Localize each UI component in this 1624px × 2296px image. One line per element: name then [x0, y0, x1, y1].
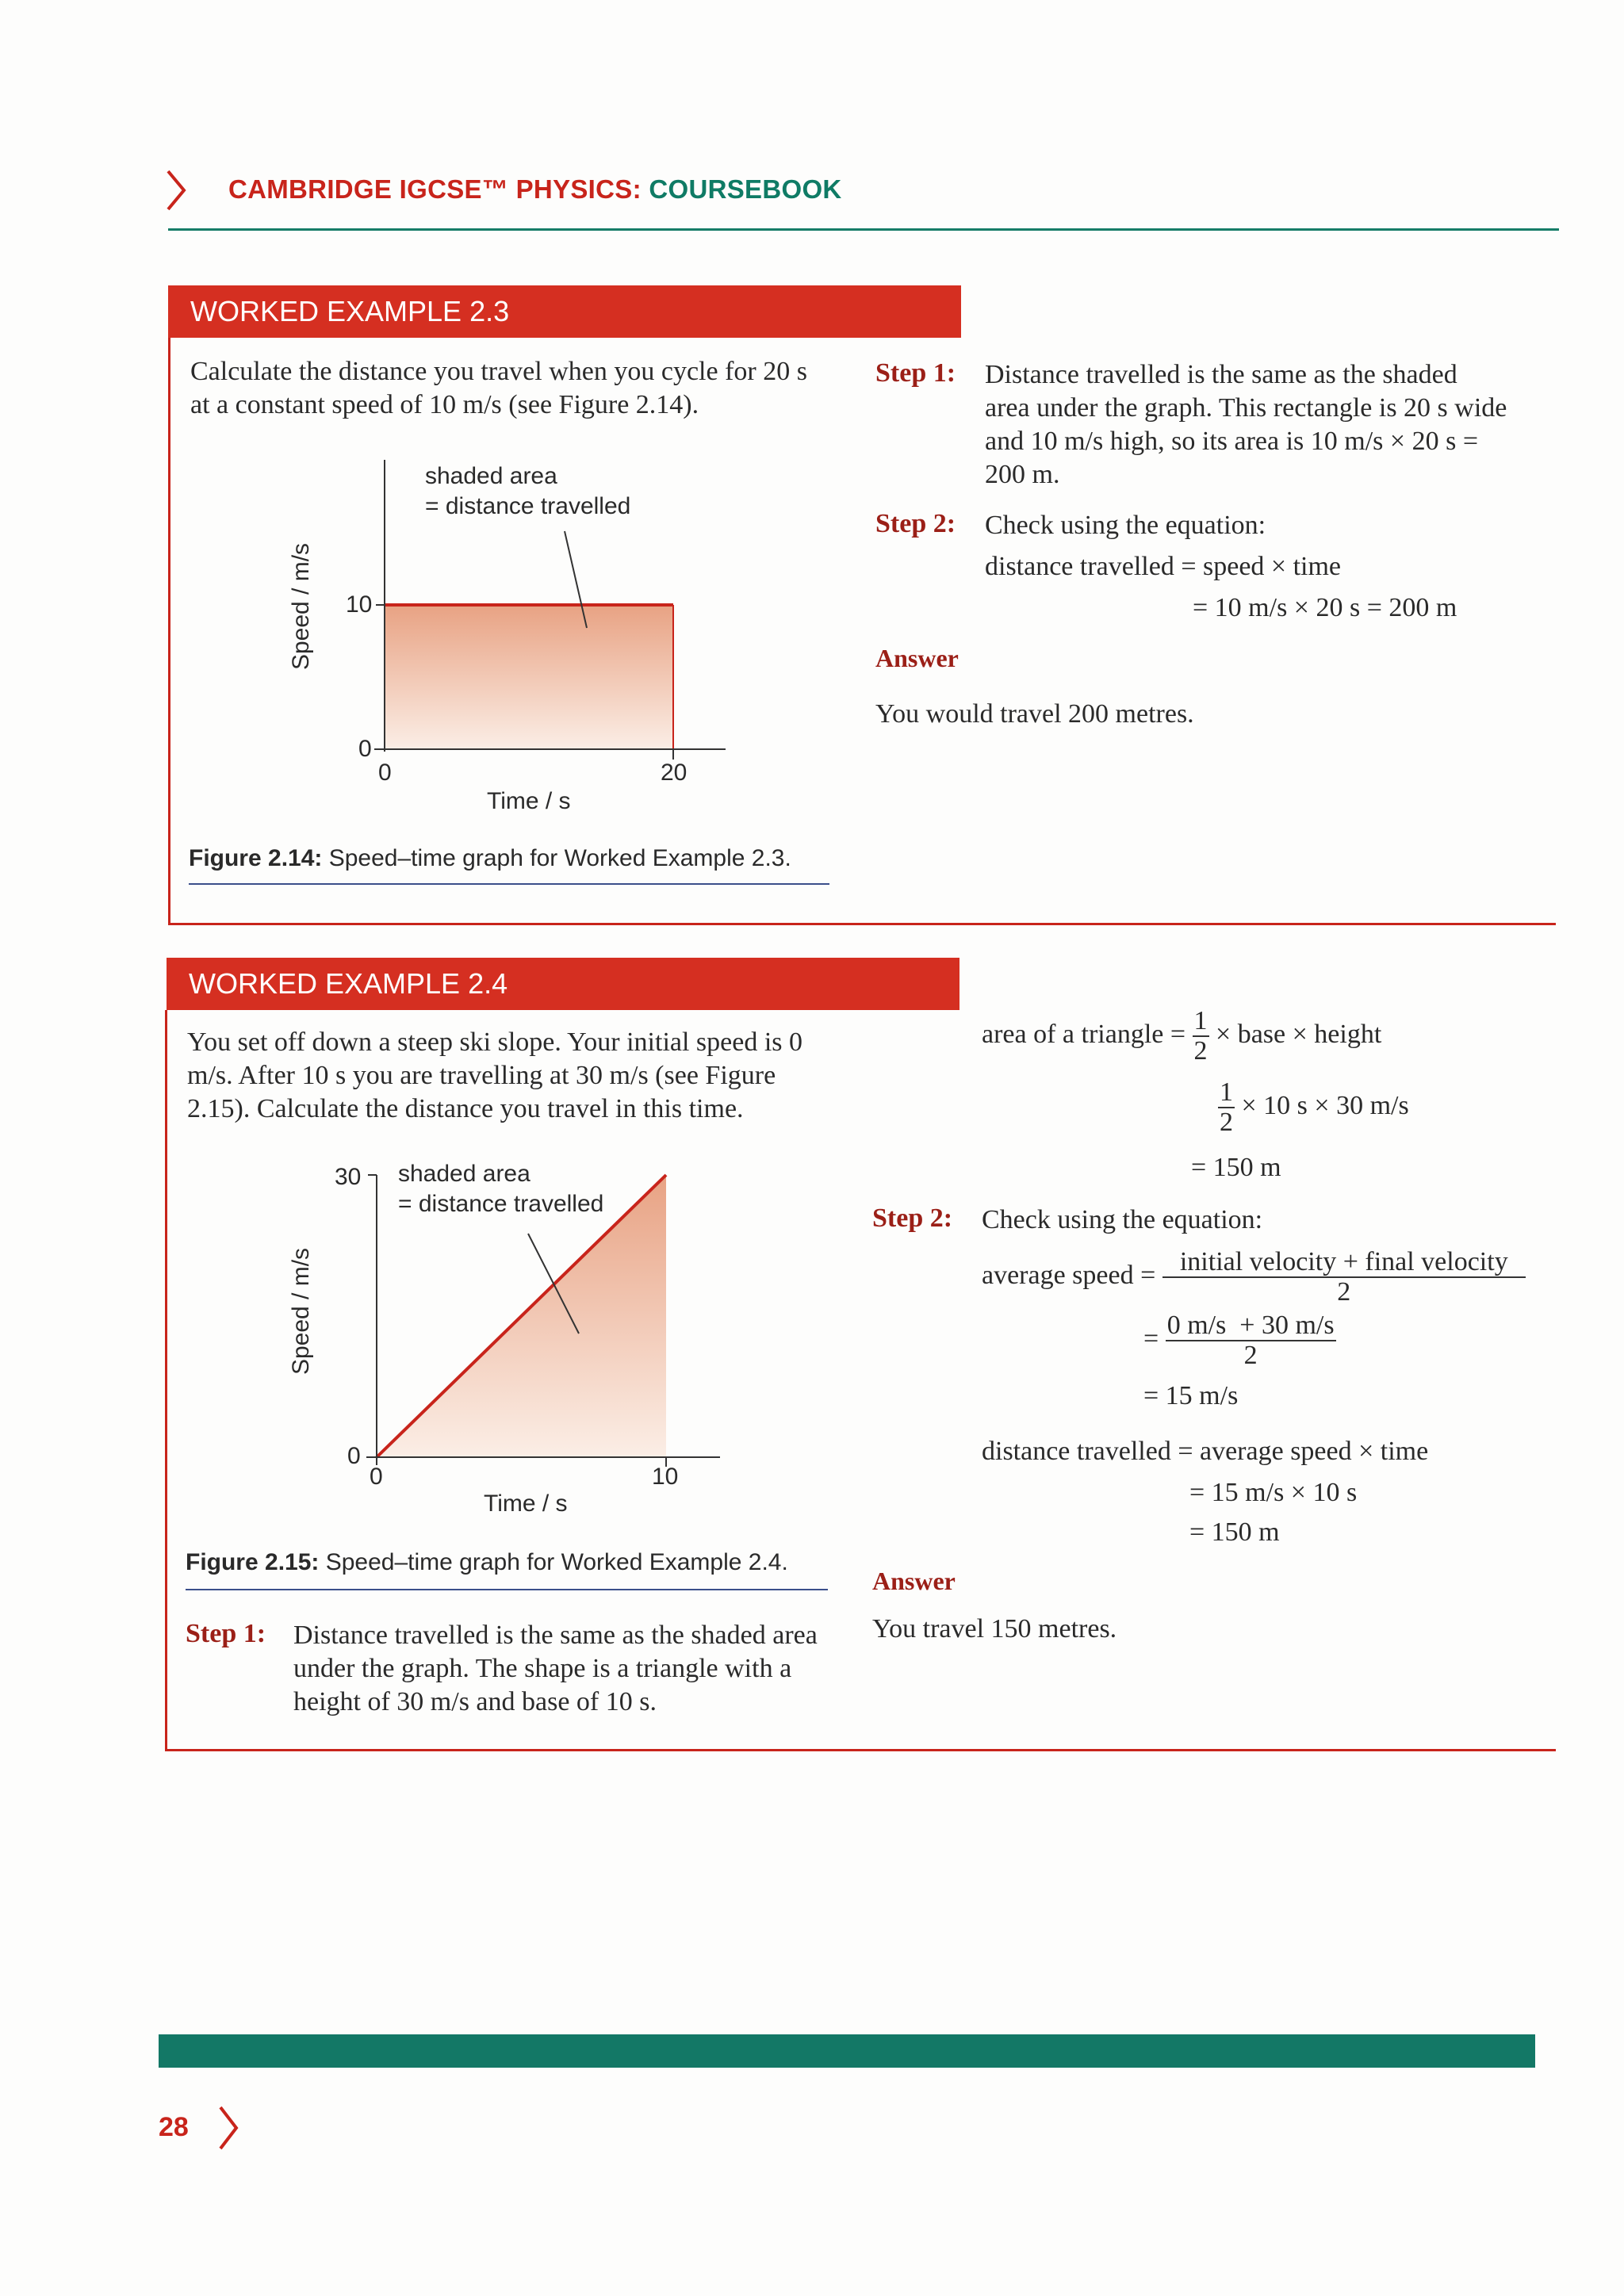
- banner-arrow: [923, 958, 952, 1010]
- box-bottom-border: [165, 1749, 1556, 1751]
- step2-text: Check using the equation:: [982, 1205, 1263, 1234]
- caption-text: Speed–time graph for Worked Example 2.4.: [319, 1549, 788, 1575]
- velocity-fraction: [1166, 1311, 1336, 1370]
- formula-rhs: × base × height: [1208, 1019, 1382, 1049]
- formula-lhs: average speed =: [982, 1260, 1162, 1290]
- ytick-label-10: 10: [346, 591, 373, 618]
- worked-example-banner: [168, 285, 961, 338]
- equation-line1: distance travelled = speed × time: [985, 552, 1342, 581]
- fraction-half: [1218, 1078, 1235, 1137]
- fraction-denominator: 2: [1337, 1277, 1351, 1307]
- worked-example-banner: [167, 958, 959, 1010]
- box-left-border: [165, 1010, 167, 1751]
- equation-line2: = 10 m/s × 20 s = 200 m: [1193, 593, 1457, 622]
- x-axis-label: Time / s: [484, 1490, 568, 1517]
- annotation-line2: = distance travelled: [398, 1191, 604, 1217]
- distance-formula-line3: = 150 m: [1189, 1517, 1280, 1547]
- fraction-denominator: 2: [1193, 1036, 1208, 1066]
- xtick-label-0: 0: [370, 1464, 383, 1490]
- footer-bar: [159, 2034, 1535, 2068]
- step1-text: Distance travelled is the same as the shaded area under the graph. The shape is a triangle with a height of 30 m/s and base of 10 s.: [293, 1621, 818, 1716]
- box-bottom-border: [168, 923, 1556, 925]
- substitution-rhs: × 10 s × 30 m/s: [1235, 1090, 1409, 1120]
- fraction-numerator: 1: [1220, 1077, 1233, 1107]
- step1-text: Distance travelled is the same as the shaded area under the graph. This rectangle is 20 s wide and 10 m/s high, so its area is 10 m/s × 20 s = 200 m.: [985, 360, 1507, 489]
- shaded-area: [385, 605, 673, 749]
- answer-text: You travel 150 metres.: [872, 1614, 1117, 1644]
- annotation-line2: = distance travelled: [425, 493, 631, 519]
- page-number: 28: [159, 2112, 189, 2142]
- question-text: You set off down a steep ski slope. Your initial speed is 0 m/s. After 10 s you are travelling at 30 m/s (see Figure 2.15). Calculate the distance you travel in this time.: [187, 1027, 803, 1123]
- answer-text: You would travel 200 metres.: [875, 699, 1194, 729]
- equals-sign: =: [1143, 1323, 1159, 1353]
- step1-label: Step 1:: [186, 1619, 266, 1648]
- step2-label: Step 2:: [875, 509, 956, 538]
- step2-text: Check using the equation:: [985, 511, 1266, 540]
- average-speed-result: = 15 m/s: [1143, 1381, 1239, 1410]
- y-axis-label: Speed / m/s: [288, 542, 314, 671]
- ytick-label-0: 0: [358, 736, 372, 762]
- xtick-label-20: 20: [661, 760, 688, 786]
- caption-rule: [189, 883, 829, 885]
- header-book-title: CAMBRIDGE IGCSE™ PHYSICS:: [228, 174, 649, 204]
- caption-rule: [186, 1589, 828, 1590]
- triangle-area-result: = 150 m: [1191, 1153, 1281, 1182]
- chevron-right-icon: [217, 2104, 241, 2152]
- header-book-subtitle: COURSEBOOK: [649, 174, 842, 204]
- x-axis-label: Time / s: [487, 788, 571, 814]
- fraction-numerator: 0 m/s + 30 m/s: [1166, 1311, 1335, 1340]
- y-axis-label: Speed / m/s: [288, 1247, 314, 1376]
- figure-caption: [186, 1549, 788, 1576]
- step2-label: Step 2:: [872, 1203, 953, 1233]
- running-header: [228, 174, 842, 205]
- fraction-denominator: 2: [1220, 1108, 1233, 1137]
- banner-arrow: [925, 285, 953, 338]
- triangle-area-formula: [982, 1007, 1381, 1066]
- formula-lhs: area of a triangle =: [982, 1019, 1193, 1049]
- fraction-half: [1193, 1007, 1209, 1066]
- ytick-label-30: 30: [335, 1164, 362, 1190]
- distance-formula-line1: distance travelled = average speed × time: [982, 1437, 1429, 1466]
- annotation-line1: shaded area: [425, 463, 557, 489]
- ytick-label-0: 0: [347, 1443, 361, 1469]
- average-speed-formula: [982, 1248, 1526, 1307]
- box-left-border: [168, 338, 170, 924]
- answer-label: Answer: [875, 644, 959, 672]
- answer-label: Answer: [872, 1567, 956, 1595]
- triangle-area-substitution: [1218, 1078, 1409, 1137]
- question-text: Calculate the distance you travel when you cycle for 20 s at a constant speed of 10 m/s (see Figure 2.14).: [190, 357, 807, 419]
- banner-title: WORKED EXAMPLE 2.3: [190, 295, 510, 327]
- fraction-numerator: initial velocity + final velocity: [1162, 1248, 1526, 1278]
- caption-label: Figure 2.15:: [186, 1549, 320, 1575]
- distance-formula-line2: = 15 m/s × 10 s: [1189, 1478, 1358, 1507]
- step1-label: Step 1:: [875, 358, 956, 388]
- caption-text: Speed–time graph for Worked Example 2.3.: [322, 845, 791, 871]
- banner-title: WORKED EXAMPLE 2.4: [189, 967, 508, 1000]
- fraction-denominator: 2: [1243, 1341, 1258, 1370]
- xtick-label-0: 0: [378, 760, 392, 786]
- velocity-fraction: [1162, 1248, 1526, 1307]
- xtick-label-10: 10: [652, 1464, 679, 1490]
- figure-caption: [189, 845, 791, 872]
- annotation-line1: shaded area: [398, 1161, 530, 1187]
- chevron-right-icon: [165, 168, 189, 212]
- caption-label: Figure 2.14:: [189, 845, 323, 871]
- average-speed-substitution: [1143, 1311, 1336, 1370]
- header-rule: [168, 228, 1559, 231]
- fraction-numerator: 1: [1193, 1006, 1208, 1035]
